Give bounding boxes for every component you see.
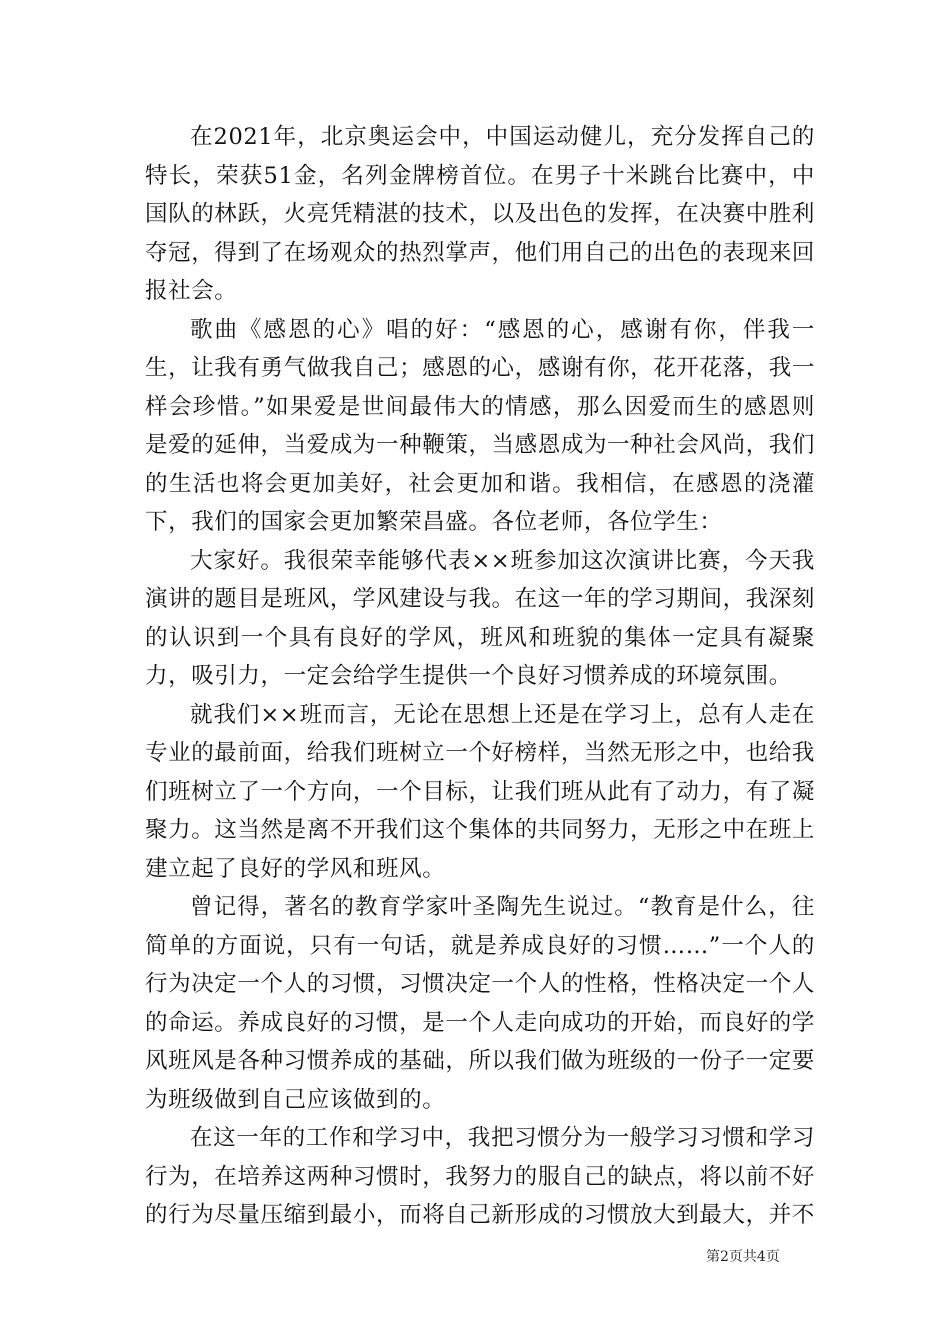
paragraph-greeting: 大家好。我很荣幸能够代表××班参加这次演讲比赛，今天我演讲的题目是班风，学风建设与我。在这一年的学习期间，我深刻的认识到一个具有良好的学风，班风和班貌的集体一定具有凝聚力，吸引力，一定会给学生提供一个良好习惯养成的环境氛围。 (145, 547, 815, 689)
paragraph-class-example: 就我们××班而言，无论在思想上还是在学习上，总有人走在专业的最前面，给我们班树立一个好榜样，当然无形之中，也给我们班树立了一个方向，一个目标，让我们班从此有了动力，有了凝聚力。这当然是离不开我们这个集体的共同努力，无形之中在班上建立起了良好的学风和班风。 (145, 701, 815, 882)
document-body (145, 118, 815, 1235)
paragraph-gratitude-song: 歌曲《感恩的心》唱的好：“感恩的心，感谢有你，伴我一生，让我有勇气做我自己；感恩的心，感谢有你，花开花落，我一样会珍惜。”如果爱是世间最伟大的情感，那么因爱而生的感恩则是爱的延伸，当爱成为一种鞭策，当感恩成为一种社会风尚，我们的生活也将会更加美好，社会更加和谐。我相信，在感恩的浇灌下，我们的国家会更加繁荣昌盛。各位老师，各位学生： (145, 316, 815, 535)
paragraph-habits: 在这一年的工作和学习中，我把习惯分为一般学习习惯和学习行为，在培养这两种习惯时，我努力的服自己的缺点，将以前不好的行为尽量压缩到最小，而将自己新形成的习惯放大到最大，并不 (145, 1125, 815, 1228)
paragraph-olympics: 在2021年，北京奥运会中，中国运动健儿，充分发挥自己的特长，荣获51金，名列金牌榜首位。在男子十米跳台比赛中，中国队的林跃，火亮凭精湛的技术，以及出色的发挥，在决赛中胜利夺冠，得到了在场观众的热烈掌声，他们用自己的出色的表现来回报社会。 (145, 124, 815, 304)
paragraph-education-quote: 曾记得，著名的教育学家叶圣陶先生说过。“教育是什么，往简单的方面说，只有一句话，就是养成良好的习惯……”一个人的行为决定一个人的习惯，习惯决定一个人的性格，性格决定一个人的命运。养成良好的习惯，是一个人走向成功的开始，而良好的学风班风是各种习惯养成的基础，所以我们做为班级的一份子一定要为班级做到自己应该做到的。 (145, 894, 815, 1113)
page-number: 第2页共4页 (706, 1249, 780, 1265)
